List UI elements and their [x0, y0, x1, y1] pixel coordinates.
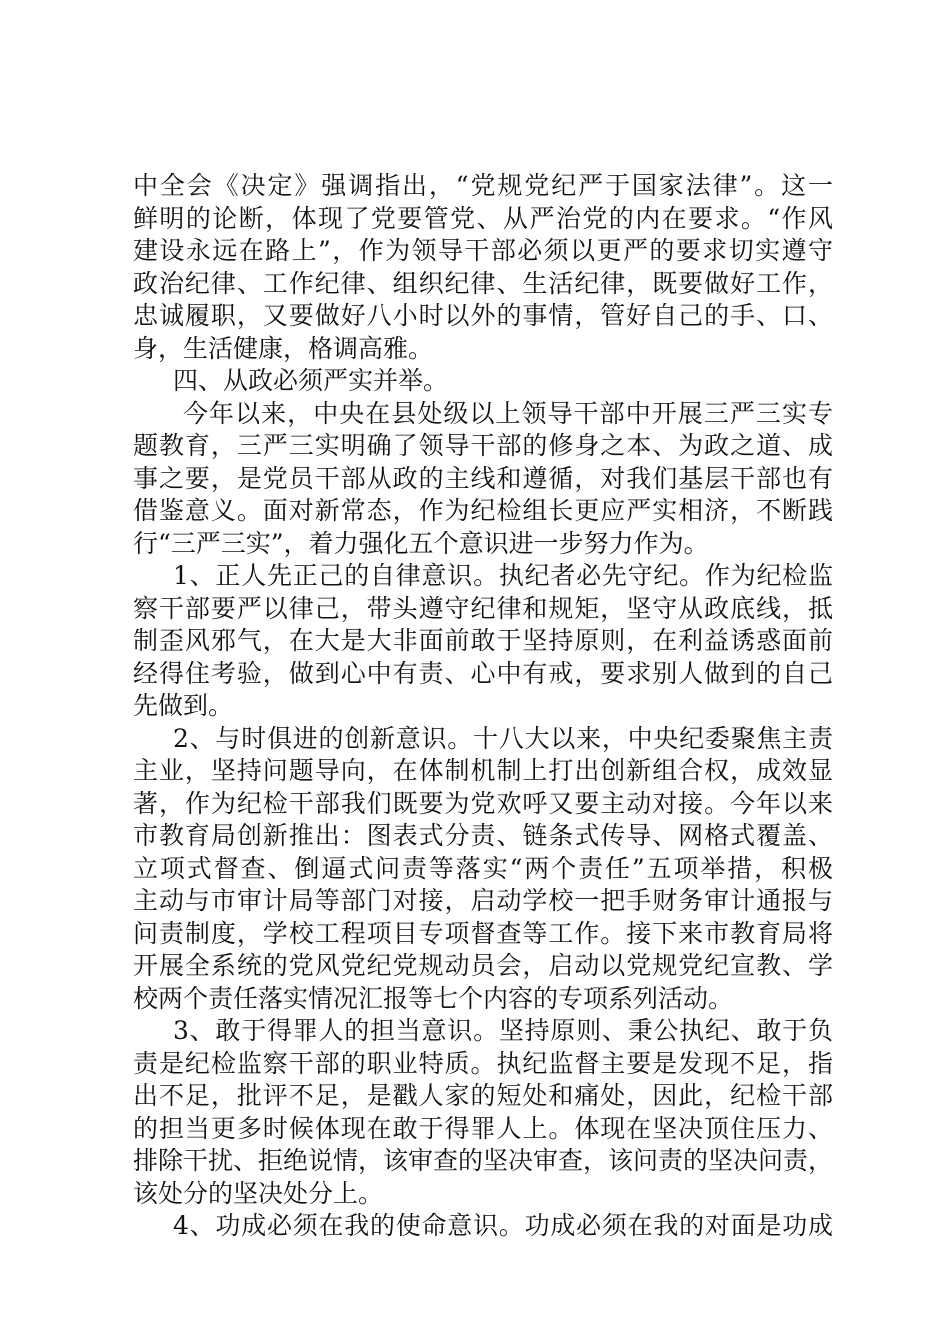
text-line: 今年以来，中央在县处级以上领导干部中开展三严三实专	[183, 398, 833, 428]
text-line: 身，生活健康，格调高雅。	[133, 333, 434, 363]
paragraph-point-4	[133, 1210, 833, 1243]
section-heading-four	[133, 365, 833, 398]
paragraph-three-stricts	[133, 398, 833, 561]
text-line: 政治纪律、工作纪律、组织纪律、生活纪律，既要做好工作，	[133, 268, 833, 298]
text-line: 鲜明的论断，体现了党要管党、从严治党的内在要求。“作风	[133, 203, 833, 233]
text-line: 先做到。	[133, 691, 234, 720]
text-line: 校两个责任落实情况汇报等七个内容的专项系列活动。	[133, 983, 734, 1013]
text-line: 出不足，批评不足，是戳人家的短处和痛处，因此，纪检干部	[133, 1081, 833, 1110]
text-line: 著，作为纪检干部我们既要为党欢呼又要主动对接。今年以来	[133, 788, 833, 818]
text-line: 责是纪检监察干部的职业特质。执纪监督主要是发现不足，指	[133, 1048, 833, 1078]
text-line: 立项式督查、倒逼式问责等落实“两个责任”五项举措，积极	[133, 853, 833, 883]
text-line: 该处分的坚决处分上。	[133, 1178, 384, 1208]
text-line: 主业，坚持问题导向，在体制机制上打出创新组合权，成效显	[133, 756, 833, 785]
text-line: 市教育局创新推出：图表式分责、链条式传导、网格式覆盖、	[133, 821, 833, 850]
text-line: 行“三严三实”，着力强化五个意识进一步努力作为。	[133, 528, 709, 558]
text-line: 经得住考验，做到心中有责、心中有戒，要求别人做到的自己	[133, 658, 833, 688]
paragraph-party-rules	[133, 170, 833, 365]
paragraph-point-1	[133, 560, 833, 723]
text-line: 忠诚履职，又要做好八小时以外的事情，管好自己的手、口、	[133, 301, 833, 330]
paragraph-point-2	[133, 723, 833, 1016]
text-line: 4、功成必须在我的使命意识。功成必须在我的对面是功成	[173, 1211, 833, 1240]
text-line: 借鉴意义。面对新常态，作为纪检组长更应严实相济，不断践	[133, 496, 833, 525]
text-line: 问责制度，学校工程项目专项督查等工作。接下来市教育局将	[133, 918, 833, 948]
document-body	[133, 170, 833, 1243]
text-line: 中全会《决定》强调指出，“党规党纪严于国家法律”。这一	[133, 171, 833, 200]
section-heading: 四、从政必须严实并举。	[173, 366, 449, 395]
paragraph-point-3	[133, 1015, 833, 1210]
text-line: 3、敢于得罪人的担当意识。坚持原则、秉公执纪、敢于负	[173, 1016, 833, 1045]
text-line: 2、与时俱进的创新意识。十八大以来，中央纪委聚焦主责	[173, 723, 833, 753]
text-line: 建设永远在路上”，作为领导干部必须以更严的要求切实遵守	[133, 236, 833, 265]
text-line: 开展全系统的党风党纪党规动员会，启动以党规党纪宣教、学	[133, 951, 833, 980]
text-line: 制歪风邪气，在大是大非面前敢于坚持原则，在利益诱惑面前	[133, 626, 833, 655]
text-line: 主动与市审计局等部门对接，启动学校一把手财务审计通报与	[133, 886, 833, 915]
text-line: 的担当更多时候体现在敢于得罪人上。体现在坚决顶住压力、	[133, 1113, 833, 1143]
text-line: 排除干扰、拒绝说情，该审查的坚决审查，该问责的坚决问责，	[133, 1146, 834, 1175]
text-line: 事之要，是党员干部从政的主线和遵循，对我们基层干部也有	[133, 463, 833, 493]
text-line: 察干部要严以律己，带头遵守纪律和规矩，坚守从政底线，抵	[133, 593, 833, 623]
text-line: 题教育，三严三实明确了领导干部的修身之本、为政之道、成	[133, 431, 833, 460]
text-line: 1、正人先正己的自律意识。执纪者必先守纪。作为纪检监	[173, 561, 833, 590]
